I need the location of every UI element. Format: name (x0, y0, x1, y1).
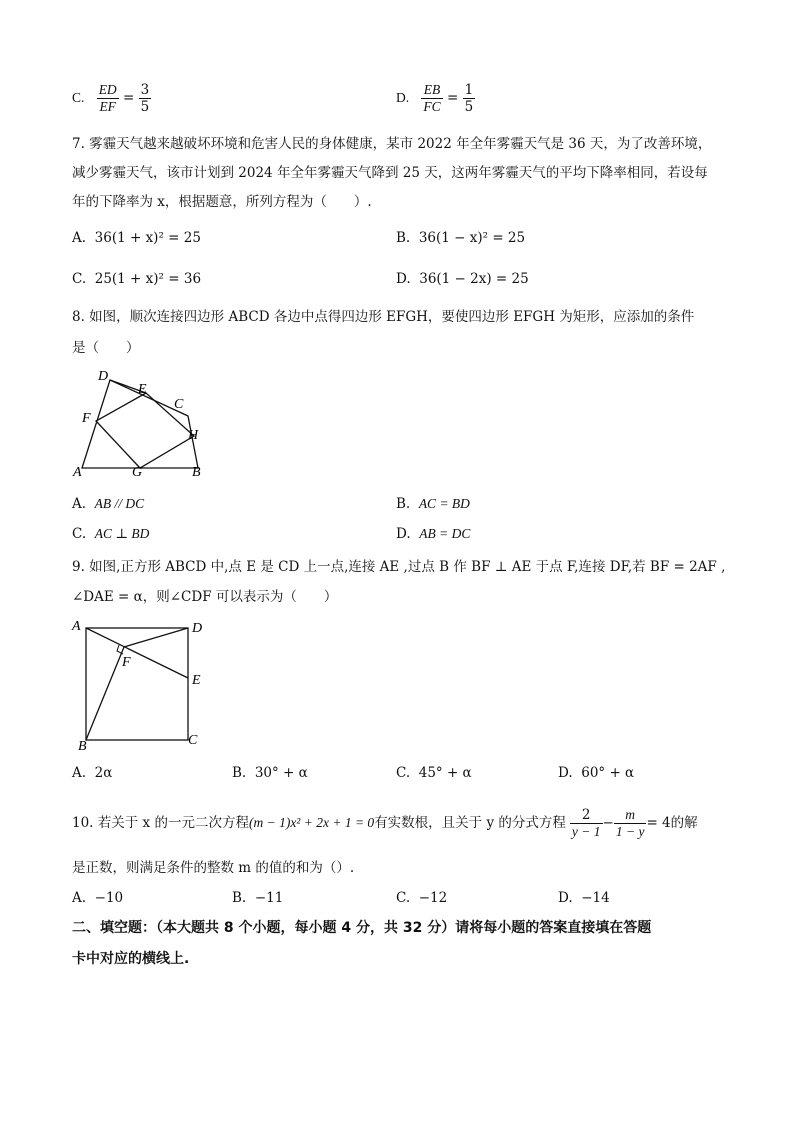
q8-option-d[interactable]: D. AB = DC (396, 526, 471, 542)
square-abcd (86, 628, 188, 740)
q10-option-a[interactable]: A. −10 (72, 890, 124, 906)
label-c: C (188, 733, 198, 748)
label-c: C (174, 397, 184, 412)
q9-stem-line2: ∠DAE = α，则∠CDF 可以表示为（ ） (72, 589, 338, 605)
fraction-value: $\frac{1}{5}$ (464, 82, 474, 115)
q8-stem-line1: 8. 如图，顺次连接四边形 ABCD 各边中点得四边形 EFGH，要使四边形 EFGH 为矩形，应添加的条件 (72, 309, 695, 325)
q9-option-b[interactable]: B. 30° + α (232, 765, 308, 781)
q7-stem-line1: 7. 雾霾天气越来越破坏环境和危害人民的身体健康，某市 2022 年全年雾霾天气是 36 天，为了改善环境， (72, 136, 712, 152)
q6-option-c[interactable]: C. $\frac{ED}{EF}$ = $\frac{3}{5}$ (72, 82, 150, 115)
option-label: D. (396, 90, 410, 105)
label-a: A (72, 619, 81, 634)
q6-option-d[interactable]: D. $\frac{EB}{FC}$ = $\frac{1}{5}$ (396, 82, 474, 115)
label-b: B (78, 739, 87, 754)
quadratic-equation: (m − 1)x² + 2x + 1 = 0 (248, 815, 375, 830)
segment-ae (86, 628, 188, 678)
q8-option-b[interactable]: B. AC = BD (396, 496, 470, 512)
q8-quadrilateral-figure (70, 366, 220, 480)
q10-option-c[interactable]: C. −12 (396, 890, 448, 906)
q8-stem-line2: 是（ ） (72, 340, 140, 356)
q10-stem-line1: 10. 若关于 x 的一元二次方程 (m − 1)x² + 2x + 1 = 0 有实数根，且关于 y 的分式方程 $\frac{2}{y - 1}$ − $\frac{m}{1 - y}$ = 4 的解 (72, 806, 698, 839)
q10-option-d[interactable]: D. −14 (558, 890, 610, 906)
label-e: E (138, 382, 147, 397)
segment-bf (86, 647, 124, 740)
label-g: G (132, 465, 143, 480)
q7-stem-line3: 年的下降率为 x，根据题意，所列方程为（ ）. (72, 194, 372, 210)
label-d: D (192, 621, 203, 636)
fraction-value: $\frac{3}{5}$ (140, 82, 150, 115)
q9-option-a[interactable]: A. 2α (72, 765, 113, 781)
label-a: A (73, 465, 82, 480)
q9-stem-line1: 9. 如图,正方形 ABCD 中,点 E 是 CD 上一点,连接 AE ,过点 B 作 BF ⊥ AE 于点 F,连接 DF,若 BF = 2AF , (72, 559, 726, 575)
q10-option-b[interactable]: B. −11 (232, 890, 284, 906)
fraction-ed-ef: $\frac{ED}{EF}$ (98, 82, 117, 114)
section-2-heading-line1: 二、填空题：（本大题共 8 个小题，每小题 4 分，共 32 分）请将每小题的答案直接填在答题 (72, 920, 652, 936)
fraction-m-over-1-y: $\frac{m}{1 - y}$ (615, 806, 645, 839)
label-b: B (192, 465, 201, 480)
label-h: H (188, 428, 199, 443)
q8-option-a[interactable]: A. AB // DC (72, 496, 145, 512)
q8-option-c[interactable]: C. AC ⊥ BD (72, 526, 150, 542)
q9-option-c[interactable]: C. 45° + α (396, 765, 472, 781)
fraction-2-over-y-1: $\frac{2}{y - 1}$ (571, 806, 601, 839)
q7-option-a[interactable]: A. 36(1 + x)² = 25 (72, 230, 201, 246)
q7-stem-line2: 减少雾霾天气，该市计划到 2024 年全年雾霾天气降到 25 天，这两年雾霾天气的平均下降率相同，若设每 (72, 165, 708, 181)
segment-df (124, 628, 188, 647)
label-e: E (192, 673, 201, 688)
q7-option-d[interactable]: D. 36(1 − 2x) = 25 (396, 271, 529, 287)
q9-square-figure (70, 614, 220, 754)
q7-option-b[interactable]: B. 36(1 − x)² = 25 (396, 230, 526, 246)
q9-option-d[interactable]: D. 60° + α (558, 765, 635, 781)
label-d: D (98, 369, 109, 384)
label-f: F (82, 411, 91, 426)
q7-option-c[interactable]: C. 25(1 + x)² = 36 (72, 271, 202, 287)
q10-stem-line2: 是正数，则满足条件的整数 m 的值的和为（）. (72, 860, 355, 876)
fraction-eb-fc: $\frac{EB}{FC}$ (423, 82, 441, 114)
section-2-heading-line2: 卡中对应的横线上. (72, 951, 190, 967)
label-f: F (122, 655, 131, 670)
option-label: C. (72, 90, 85, 105)
